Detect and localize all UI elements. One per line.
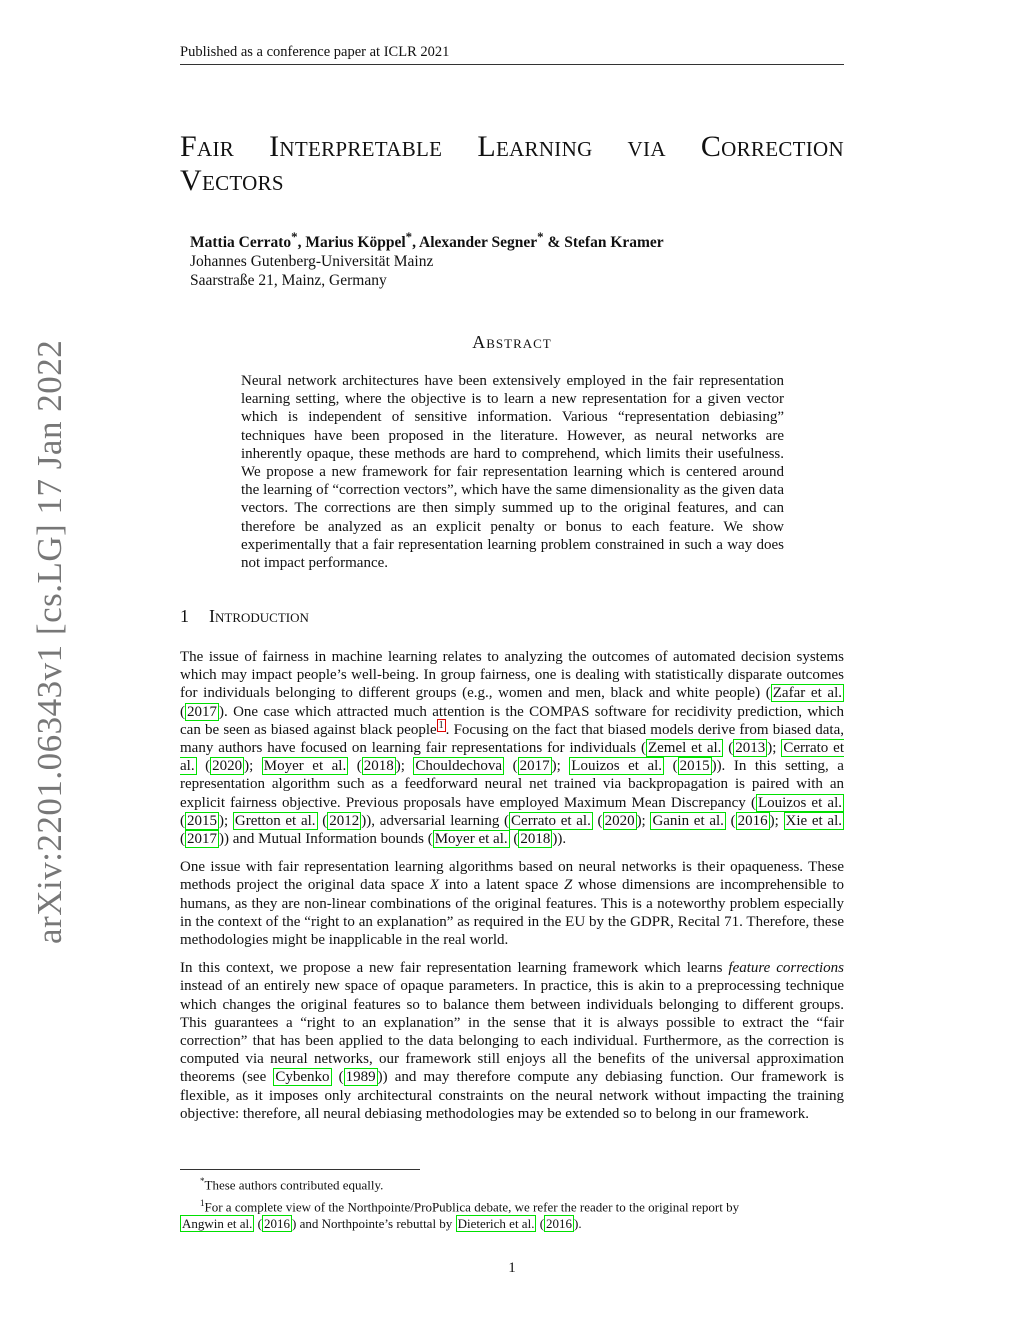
- footnote-text: .: [578, 1215, 582, 1231]
- citation-year-link[interactable]: 2017: [519, 758, 550, 775]
- citation-link[interactable]: Louizos et al.: [757, 794, 842, 811]
- equal-contrib-mark: *: [537, 229, 544, 244]
- text-run: ). In this setting, a representation algorithm such as a feedforward neural net trained via backpropagation is paired with an explicit fairness objective. Previous proposals have employed Maximum Mean Discrepancy (: [180, 758, 844, 811]
- header-rule: [180, 64, 844, 65]
- footnote-text: For a complete view of the Northpointe/ProPublica debate, we refer the reader to the original report by: [204, 1199, 740, 1215]
- affiliation: Johannes Gutenberg-Universität Mainz: [190, 253, 434, 271]
- text-run: ). One case which attracted much attention is the COMPAS software for recidivity prediction, which can be seen as biased against black people: [180, 703, 844, 738]
- section-title: Introduction: [209, 606, 309, 626]
- math-symbol: Z: [564, 877, 573, 894]
- text-run: . Focusing on the fact that biased models derive from biased data, many authors have focused on learning fair representations for individuals (: [180, 721, 845, 757]
- text-run: )) and may therefore compute any debiasing function. Our framework is flexible, as it imposes only architectural constraints on the neural network without impacting the training objective: therefore, all neural debiasing methodologies may be extended so to belong in our framework.: [180, 1069, 844, 1122]
- text-run: The issue of fairness in machine learning relates to analyzing the outcomes of automated decision systems which may impact people’s well-being. In group fairness, one is dealing with statistically disparate outcomes for individuals belonging to different groups (e.g., women and men, black and white people) (: [180, 649, 844, 702]
- citation-link[interactable]: Angwin et al.: [182, 1215, 253, 1231]
- citation-year-link[interactable]: 2012: [329, 812, 360, 829]
- text-run: into a latent space: [438, 877, 564, 894]
- paragraph-1: The issue of fairness in machine learning relates to analyzing the outcomes of automated decision systems which may impact people’s well-being. In group fairness, one is dealing with statistically disparate outcomes for individuals belonging to different groups (e.g., women and men, black and white people) ( Zafar et al. ( 2017 ). One case which attracted much attention is the COMPAS software for recidivity prediction, which can be seen as biased against black people $^1$ . Focusing on the fact that biased models derive from biased data, many authors have focused on learning fair representations for individuals ( Zemel et al. ( 2013 ); Cerrato et al. ( 2020 ); Moyer et al. ( 2018 ); Chouldechova ( 2017 ); Louizos et al. ( 2015 )). In this setting, a representation algorithm such as a feedforward neural net trained via backpropagation is paired with an explicit fairness objective. Previous proposals have employed Maximum Mean Discrepancy ( Louizos et al. ( 2015 ); Gretton et al. ( 2012 )), adversarial learning ( Cerrato et al. ( 2020 ); Ganin et al. ( 2016 ); Xie et al. ( 2017 )) and Mutual Information bounds ( Moyer et al. ( 2018 )).: [180, 649, 845, 848]
- equal-contrib-mark: *: [291, 229, 298, 244]
- citation-link[interactable]: Xie et al.: [785, 812, 842, 829]
- footnotes: [180, 1173, 844, 1234]
- footnote-ref-link[interactable]: 1: [438, 719, 444, 731]
- footnote-1-continued: Angwin et al. ( 2016 ) and Northpointe’s rebuttal by Dieterich et al. ( 2016 ).: [182, 1215, 582, 1231]
- citation-year-link[interactable]: 2016: [264, 1215, 290, 1231]
- paper-title: [180, 130, 844, 198]
- author-1: Mattia Cerrato: [190, 234, 292, 252]
- citation-link[interactable]: Cerrato et al.: [511, 812, 591, 829]
- math-symbol: X: [429, 877, 439, 894]
- citation-year-link[interactable]: 2015: [187, 812, 217, 829]
- abstract-heading: Abstract: [472, 332, 552, 352]
- footnote-equal-contribution: [180, 1173, 844, 1193]
- footnote-mark: 1: [200, 1198, 205, 1209]
- author-block: [190, 227, 664, 290]
- text-run: One issue with fair representation learning algorithms based on neural networks is their opaqueness. These methods project the original data space: [180, 859, 844, 894]
- citation-link[interactable]: Cybenko: [275, 1069, 330, 1086]
- citation-link[interactable]: Moyer et al.: [263, 758, 347, 775]
- paragraph-2: [180, 858, 844, 949]
- title-line-1: Fair Interpretable Learning via Correction: [180, 130, 844, 163]
- citation-year-link[interactable]: 2020: [604, 812, 635, 829]
- citation-link[interactable]: Zafar et al.: [772, 685, 842, 702]
- citation-link[interactable]: Louizos et al.: [571, 758, 663, 775]
- equal-contrib-mark: *: [405, 229, 413, 244]
- author-3: Alexander Segner: [419, 234, 538, 252]
- citation-link[interactable]: Cerrato et al.: [180, 740, 844, 775]
- footnote-mark: *: [200, 1176, 205, 1186]
- text-run: instead of an entirely new space of opaque parameters. In practice, this is akin to a preprocessing technique which changes the original features so to balance them between individuals belonging to different groups. This guarantees a “right to an explanation” in the sense that it is always possible to extract the “fair correction” that has been applied to the data belonging to each individual. Furthermore, as the correction is computed via neural networks, our framework still enjoys all the benefits of the universal approximation theorems (see: [180, 978, 844, 1086]
- paragraph-3: In this context, we propose a new fair representation learning framework which learns feature corrections instead of an entirely new space of opaque parameters. In practice, this is akin to a preprocessing technique which changes the original features so to balance them between individuals belonging to different groups. This guarantees a “right to an explanation” in the sense that it is always possible to extract the “fair correction” that has been applied to the data belonging to each individual. Furthermore, as the correction is computed via neural networks, our framework still enjoys all the benefits of the universal approximation theorems (see Cybenko ( 1989 )) and may therefore compute any debiasing function. Our framework is flexible, as it imposes only architectural constraints on the neural network without impacting the training objective: therefore, all neural debiasing methodologies may be extended so to belong in our framework.: [180, 960, 844, 1122]
- citation-year-link[interactable]: 2016: [737, 812, 768, 829]
- citation-year-link[interactable]: 2020: [212, 758, 243, 775]
- body-text: [180, 648, 844, 1133]
- footnote-rule: [180, 1169, 420, 1170]
- citation-year-link[interactable]: 2013: [735, 740, 766, 757]
- text-run: In this context, we propose a new fair representation learning framework which learns: [180, 960, 729, 977]
- citation-link[interactable]: Dieterich et al.: [457, 1215, 535, 1231]
- abstract-text: Neural network architectures have been extensively employed in the fair representation learning setting, where the objective is to learn a new representation for a given vector which is independent of sensitive information. Various “representation debiasing” techniques have been proposed in the literature. However, as neural networks are inherently opaque, these methods are hard to comprehend, which limits their usefulness. We propose a new framework for fair representation learning which is centered around the learning of “correction vectors”, which have the same dimensionality as the given data vectors. The corrections are then simply summed up to the original features, and can therefore be analyzed as an explicit penalty or bonus to each feature. We show experimentally that a fair representation learning problem constrained in such a way does not impact performance.: [241, 373, 784, 572]
- citation-year-link[interactable]: 2015: [679, 758, 710, 775]
- text-run: whose dimensions are incomprehensible to humans, as they are non-linear combinations of the original features. This is a noteworthy problem especially in the context of the “right to an explanation” as required in the EU by the GDPR, Recital 71. Therefore, these methodologies might be inapplicable in the real world.: [180, 877, 845, 949]
- citation-link[interactable]: Moyer et al.: [434, 831, 508, 848]
- text-run: ), adversarial learning (: [366, 812, 510, 829]
- footnote-text: and Northpointe’s rebuttal by: [296, 1215, 456, 1231]
- citation-year-link[interactable]: 2018: [520, 831, 551, 848]
- citation-year-link[interactable]: 1989: [345, 1069, 376, 1086]
- page-number: 1: [508, 1260, 516, 1276]
- citation-year-link[interactable]: 2017: [187, 831, 217, 848]
- emphasis-text: feature corrections: [728, 960, 844, 977]
- text-run: ) and Mutual Information bounds (: [224, 831, 433, 848]
- section-heading: [180, 606, 309, 627]
- title-line-2: Vectors: [180, 164, 284, 197]
- citation-year-link[interactable]: 2016: [546, 1215, 573, 1231]
- citation-link[interactable]: Gretton et al.: [234, 812, 316, 829]
- address: Saarstraße 21, Mainz, Germany: [190, 272, 387, 290]
- citation-year-link[interactable]: 2017: [187, 703, 217, 720]
- running-header: Published as a conference paper at ICLR 2021: [180, 44, 450, 60]
- footnote-1: [180, 1195, 844, 1215]
- author-names: Mattia Cerrato*, Marius Köppel*, Alexander Segner* & Stefan Kramer: [190, 229, 664, 252]
- citation-link[interactable]: Chouldechova: [415, 758, 503, 775]
- citation-link[interactable]: Ganin et al.: [652, 812, 724, 829]
- author-2: Marius Köppel: [305, 234, 406, 252]
- text-run: )).: [552, 831, 567, 848]
- citation-year-link[interactable]: 2018: [363, 758, 394, 775]
- arxiv-stamp: arXiv:2201.06343v1 [cs.LG] 17 Jan 2022: [30, 339, 69, 944]
- section-number: 1: [180, 606, 189, 626]
- citation-link[interactable]: Zemel et al.: [647, 740, 722, 757]
- author-4: & Stefan Kramer: [547, 234, 664, 252]
- footnote-text: These authors contributed equally.: [204, 1177, 384, 1193]
